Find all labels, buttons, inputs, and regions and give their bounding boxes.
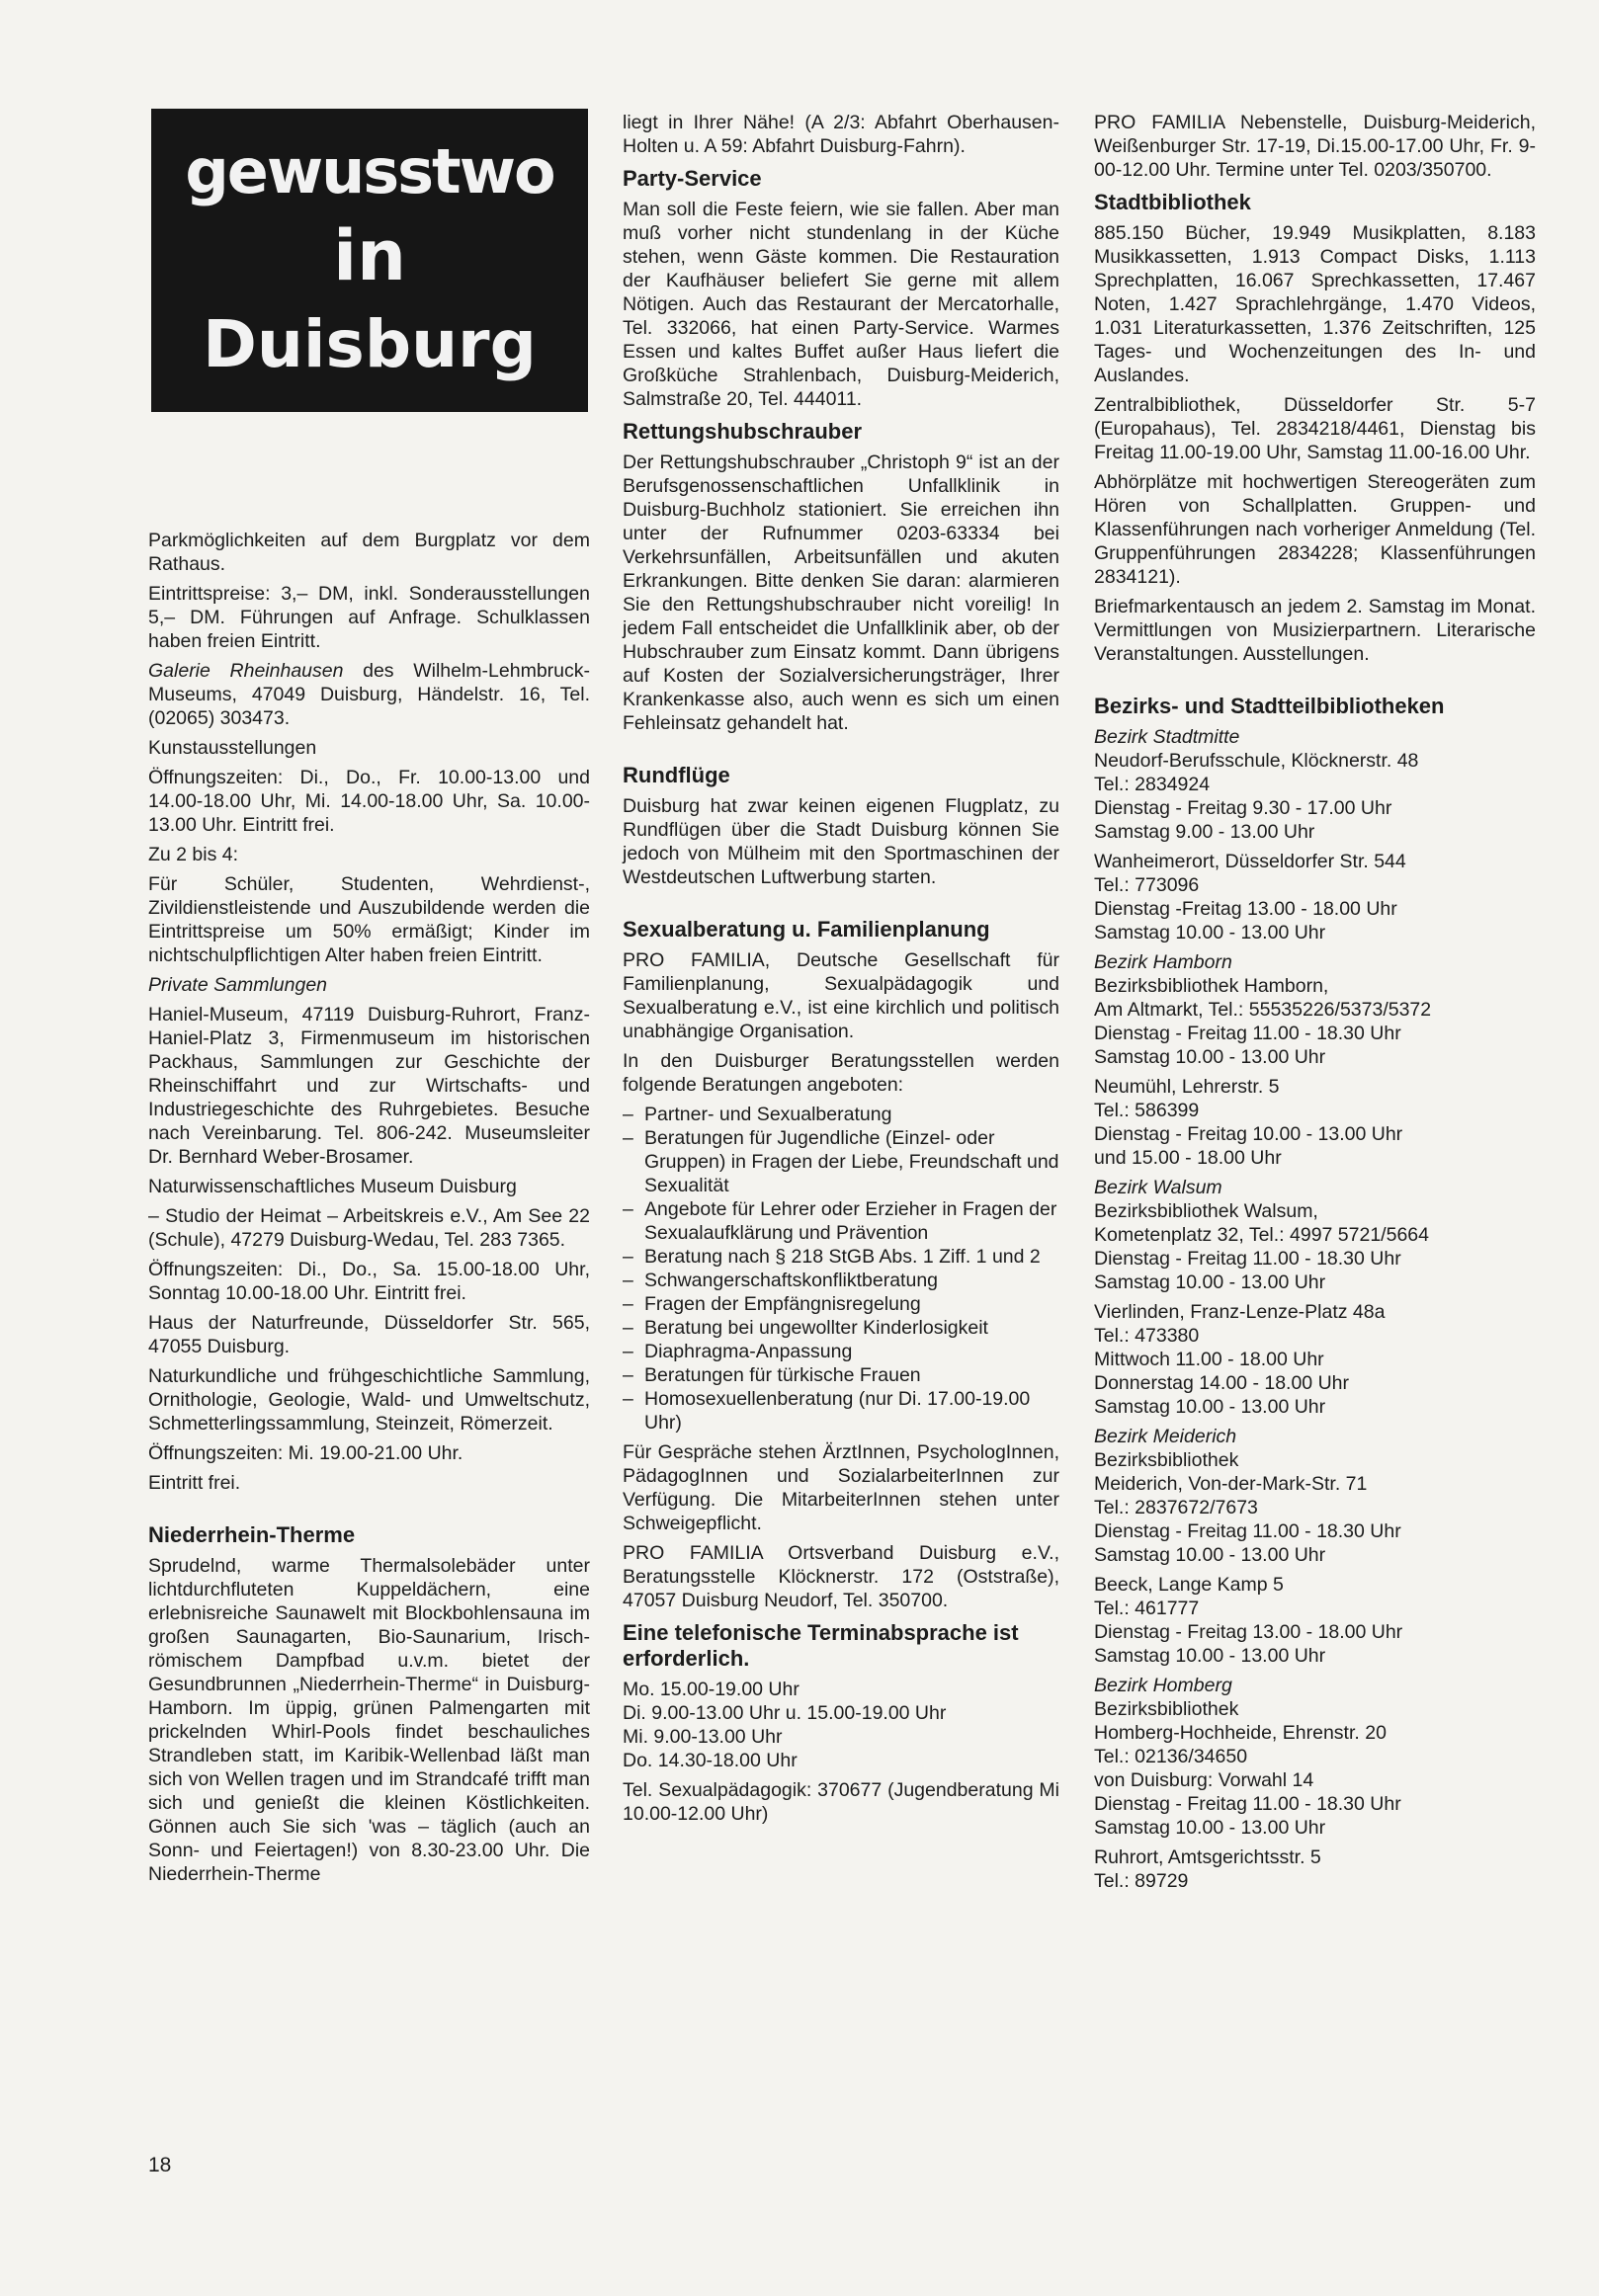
galerie-name: Galerie Rheinhausen (148, 660, 344, 682)
paragraph: 885.150 Bücher, 19.949 Musikplatten, 8.183 Musikkassetten, 1.913 Compact Disks, 1.113 Sprechplatten, 16.067 Sprechkassetten, 17.467 Noten, 1.427 Sprachlehrgänge, 1.470 Videos, 1.031 Literaturkassetten, 1.376 Zeitschriften, 125 Tages- und Wochenzeitungen des In- und Auslandes. (1094, 222, 1536, 386)
galerie-text: des Wilhelm-Lehmbruck-Museums, 47049 Duisburg, Händelstr. 16, Tel. (02065) 303473. (148, 660, 591, 729)
column-1 (148, 529, 590, 1892)
library-line: Tel.: 89729 (1094, 1870, 1189, 1892)
list-item: – Beratung nach § 218 StGB Abs. 1 Ziff. 1 und 2 (623, 1245, 1059, 1269)
hours-line: Mo. 15.00-19.00 Uhr (623, 1679, 800, 1700)
paragraph: Naturwissenschaftliches Museum Duisburg (148, 1176, 517, 1197)
paragraph: In den Duisburger Beratungsstellen werden folgende Beratungen angeboten: (623, 1050, 1059, 1096)
paragraph: Haus der Naturfreunde, Düsseldorfer Str. 565, 47055 Duisburg. (148, 1312, 590, 1357)
library-line: Homberg-Hochheide, Ehrenstr. 20 (1094, 1722, 1387, 1744)
paragraph: Duisburg hat zwar keinen eigenen Flugplatz, zu Rundflügen über die Stadt Duisburg können Sie jedoch von Mülheim mit den Sportmaschinen der Westdeutschen Luftwerbung starten. (623, 795, 1059, 888)
paragraph: Parkmöglichkeiten auf dem Burgplatz vor dem Rathaus. (148, 530, 590, 575)
library-line: Dienstag - Freitag 9.30 - 17.00 Uhr (1094, 797, 1392, 819)
paragraph: Abhörplätze mit hochwertigen Stereogeräten zum Hören von Schallplatten. Gruppen- und Klassenführungen nach vorheriger Anmeldung (Tel. Gruppenführungen 2834228; Klassenführungen 2834121). (1094, 471, 1536, 588)
paragraph: Der Rettungshubschrauber „Christoph 9“ ist an der Berufsgenossenschaftlichen Unfallklinik in Duisburg-Buchholz stationiert. Sie erreichen ihn unter der Rufnummer 0203-63334 bei Verkehrsunfällen, Arbeitsunfällen und akuten Erkrankungen. Bitte denken Sie daran: alarmieren Sie den Rettungshubschrauber nicht voreilig! In jedem Fall entscheidet die Unfallklinik aber, ob der Hubschrauber zum Einsatz kommt. Dann übrigens auf Kosten der Sozialversicherungsträger, Ihrer Krankenkasse also, auch wenn es sich um einen Fehleinsatz gehandelt hat. (623, 451, 1059, 734)
district-title: Bezirk Walsum (1094, 1177, 1222, 1198)
library-line: Mittwoch 11.00 - 18.00 Uhr (1094, 1349, 1324, 1370)
heading-terminabsprache: Eine telefonische Terminabsprache ist erforderlich. (623, 1620, 1019, 1671)
list-item: – Beratungen für Jugendliche (Einzel- oder Gruppen) in Fragen der Liebe, Freundschaft und Sexualität (623, 1126, 1059, 1197)
library-line: Donnerstag 14.00 - 18.00 Uhr (1094, 1372, 1349, 1394)
list-item: – Fragen der Empfängnisregelung (623, 1292, 1059, 1316)
hours-line: Do. 14.30-18.00 Uhr (623, 1750, 798, 1771)
library-line: Meiderich, Von-der-Mark-Str. 71 (1094, 1473, 1368, 1495)
library-line: Wanheimerort, Düsseldorfer Str. 544 (1094, 851, 1406, 872)
library-line: Samstag 10.00 - 13.00 Uhr (1094, 1544, 1326, 1566)
heading-rundfluege: Rundflüge (623, 763, 730, 787)
column-2 (623, 111, 1059, 1832)
paragraph: Für Schüler, Studenten, Wehrdienst-, Zivildienstleistende und Auszubildende werden die Eintrittspreise um 50% ermäßigt; Kinder im nichtschulpflichtigen Alter haben freien Eintritt. (148, 873, 590, 966)
library-line: Bezirksbibliothek (1094, 1449, 1239, 1471)
paragraph: Eintrittspreise: 3,– DM, inkl. Sonderausstellungen 5,– DM. Führungen auf Anfrage. Schulklassen haben freien Eintritt. (148, 583, 590, 652)
paragraph (148, 659, 590, 730)
paragraph: Zentralbibliothek, Düsseldorfer Str. 5-7 (Europahaus), Tel. 2834218/4461, Dienstag bis Freitag 11.00-19.00 Uhr, Samstag 11.00-16.00 Uhr. (1094, 394, 1536, 463)
library-line: Tel.: 473380 (1094, 1325, 1200, 1347)
heading-stadtbibliothek: Stadtbibliothek (1094, 190, 1251, 214)
logo-line-2: in (333, 214, 406, 296)
paragraph: Zu 2 bis 4: (148, 844, 239, 865)
library-line: Am Altmarkt, Tel.: 55535226/5373/5372 (1094, 999, 1432, 1021)
paragraph: Für Gespräche stehen ÄrztInnen, PsychologInnen, PädagogInnen und SozialarbeiterInnen zur Verfügung. Die MitarbeiterInnen stehen unter Schweigepflicht. (623, 1441, 1059, 1534)
library-line: Tel.: 461777 (1094, 1598, 1200, 1619)
library-line: Vierlinden, Franz-Lenze-Platz 48a (1094, 1301, 1386, 1323)
heading-rettungshubschrauber: Rettungshubschrauber (623, 419, 863, 444)
library-blocks (1094, 725, 1536, 1893)
paragraph: Öffnungszeiten: Mi. 19.00-21.00 Uhr. (148, 1442, 463, 1464)
paragraph: PRO FAMILIA Nebenstelle, Duisburg-Meiderich, Weißenburger Str. 17-19, Di.15.00-17.00 Uhr, Fr. 9-00-12.00 Uhr. Termine unter Tel. 0203/350700. (1094, 112, 1536, 181)
library-line: Neudorf-Berufsschule, Klöcknerstr. 48 (1094, 750, 1419, 772)
logo-line-3: Duisburg (203, 305, 537, 382)
library-line: Tel.: 02136/34650 (1094, 1746, 1248, 1767)
heading-party-service: Party-Service (623, 166, 762, 191)
paragraph: Briefmarkentausch an jedem 2. Samstag im Monat. Vermittlungen von Musizierpartnern. Literarische Veranstaltungen. Ausstellungen. (1094, 596, 1536, 665)
library-line: Dienstag - Freitag 13.00 - 18.00 Uhr (1094, 1621, 1403, 1643)
district-title: Bezirk Stadtmitte (1094, 726, 1240, 748)
district-title: Bezirk Homberg (1094, 1675, 1232, 1696)
paragraph: Öffnungszeiten: Di., Do., Sa. 15.00-18.00 Uhr, Sonntag 10.00-18.00 Uhr. Eintritt frei. (148, 1259, 590, 1304)
library-line: Samstag 10.00 - 13.00 Uhr (1094, 1271, 1326, 1293)
paragraph: Haniel-Museum, 47119 Duisburg-Ruhrort, Franz-Haniel-Platz 3, Firmenmuseum im historischen Packhaus, Sammlungen zur Geschichte der Rheinschiffahrt und zur Wirtschafts- und Industriegeschichte des Ruhrgebietes. Besuche nach Vereinbarung. Tel. 806-242. Museumsleiter Dr. Bernhard Weber-Brosamer. (148, 1004, 590, 1168)
hours-line: Di. 9.00-13.00 Uhr u. 15.00-19.00 Uhr (623, 1702, 947, 1724)
library-line: Samstag 10.00 - 13.00 Uhr (1094, 1817, 1326, 1839)
page-number: 18 (148, 2154, 172, 2176)
paragraph: liegt in Ihrer Nähe! (A 2/3: Abfahrt Oberhausen-Holten u. A 59: Abfahrt Duisburg-Fahrn). (623, 112, 1059, 157)
library-line: Beeck, Lange Kamp 5 (1094, 1574, 1284, 1596)
paragraph: – Studio der Heimat – Arbeitskreis e.V., Am See 22 (Schule), 47279 Duisburg-Wedau, Tel. 283 7365. (148, 1205, 590, 1251)
paragraph: Naturkundliche und frühgeschichtliche Sammlung, Ornithologie, Geologie, Wald- und Umweltschutz, Schmetterlingssammlung, Steinzeit, Römerzeit. (148, 1365, 590, 1435)
library-line: Tel.: 2837672/7673 (1094, 1497, 1258, 1518)
library-line: Ruhrort, Amtsgerichtsstr. 5 (1094, 1846, 1321, 1868)
library-line: Tel.: 773096 (1094, 874, 1200, 896)
library-line: Neumühl, Lehrerstr. 5 (1094, 1076, 1280, 1098)
library-line: von Duisburg: Vorwahl 14 (1094, 1769, 1314, 1791)
logo-line-1: gewusstwo (185, 134, 554, 207)
subheading-private: Private Sammlungen (148, 974, 328, 996)
library-line: Tel.: 586399 (1094, 1100, 1200, 1121)
hours-line: Mi. 9.00-13.00 Uhr (623, 1726, 783, 1748)
library-line: Samstag 10.00 - 13.00 Uhr (1094, 922, 1326, 943)
library-line: Samstag 10.00 - 13.00 Uhr (1094, 1396, 1326, 1418)
column-3 (1094, 111, 1536, 1899)
list-item: – Beratungen für türkische Frauen (623, 1363, 1059, 1387)
library-line: Tel.: 2834924 (1094, 774, 1211, 795)
library-line: Dienstag - Freitag 11.00 - 18.30 Uhr (1094, 1793, 1401, 1815)
library-line: Kometenplatz 32, Tel.: 4997 5721/5664 (1094, 1224, 1429, 1246)
heading-bezirksbibliotheken: Bezirks- und Stadtteilbibliotheken (1094, 694, 1445, 718)
header-logo (151, 109, 588, 412)
district-title: Bezirk Meiderich (1094, 1426, 1237, 1447)
paragraph: Öffnungszeiten: Di., Do., Fr. 10.00-13.00 und 14.00-18.00 Uhr, Mi. 14.00-18.00 Uhr, Sa. 10.00-13.00 Uhr. Eintritt frei. (148, 767, 590, 836)
heading-therme: Niederrhein-Therme (148, 1522, 356, 1547)
list-item: – Diaphragma-Anpassung (623, 1340, 1059, 1363)
library-line: Bezirksbibliothek Hamborn, (1094, 975, 1329, 997)
library-line: Samstag 10.00 - 13.00 Uhr (1094, 1645, 1326, 1667)
library-line: Dienstag - Freitag 11.00 - 18.30 Uhr (1094, 1520, 1401, 1542)
paragraph: Kunstausstellungen (148, 737, 317, 759)
list-item: – Beratung bei ungewollter Kinderlosigkeit (623, 1316, 1059, 1340)
beratung-list (623, 1103, 1059, 1435)
library-line: Dienstag - Freitag 11.00 - 18.30 Uhr (1094, 1023, 1401, 1044)
list-item: – Homosexuellenberatung (nur Di. 17.00-19.00 Uhr) (623, 1387, 1059, 1435)
list-item: – Angebote für Lehrer oder Erzieher in Fragen der Sexualaufklärung und Prävention (623, 1197, 1059, 1245)
paragraph: PRO FAMILIA Ortsverband Duisburg e.V., Beratungsstelle Klöcknerstr. 172 (Oststraße), 47057 Duisburg Neudorf, Tel. 350700. (623, 1542, 1059, 1611)
library-line: Dienstag - Freitag 11.00 - 18.30 Uhr (1094, 1248, 1401, 1270)
library-line: Bezirksbibliothek Walsum, (1094, 1200, 1318, 1222)
list-item: – Schwangerschaftskonfliktberatung (623, 1269, 1059, 1292)
list-item: – Partner- und Sexualberatung (623, 1103, 1059, 1126)
paragraph: Man soll die Feste feiern, wie sie fallen. Aber man muß vorher nicht stundenlang in der Küche stehen, wenn Gäste kommen. Die Restauration der Kaufhäuser beliefert Sie gerne mit allem Nötigen. Auch das Restaurant der Mercatorhalle, Tel. 332066, hat einen Party-Service. Warmes Essen und kaltes Buffet außer Haus liefert die Großküche Strahlenbach, Duisburg-Meiderich, Salmstraße 20, Tel. 444011. (623, 199, 1059, 410)
paragraph: PRO FAMILIA, Deutsche Gesellschaft für Familienplanung, Sexualpädagogik und Sexualberatung e.V., ist eine kirchlich und politisch unabhängige Organisation. (623, 949, 1059, 1042)
library-line: Bezirksbibliothek (1094, 1698, 1239, 1720)
library-line: und 15.00 - 18.00 Uhr (1094, 1147, 1282, 1169)
paragraph: Eintritt frei. (148, 1472, 241, 1494)
paragraph: Sprudelnd, warme Thermalsolebäder unter lichtdurchfluteten Kuppeldächern, eine erlebnisreiche Saunawelt mit Blockbohlensauna im großen Saunagarten, Bio-Saunarium, Irisch-römischem Dampfbad u.v.m. bietet der Gesundbrunnen „Niederrhein-Therme“ in Duisburg-Hamborn. Im üppig, grünen Palmengarten mit prickelnden Whirl-Pools findet beschauliches Strandleben statt, im Karibik-Wellenbad läßt man sich von Wellen tragen und im Strandcafé trifft man sich und genießt die kleinen Köstlichkeiten. Gönnen auch Sie sich 'was – täglich (auch an Sonn- und Feiertagen!) von 8.30-23.00 Uhr. Die Niederrhein-Therme (148, 1555, 590, 1885)
paragraph: Tel. Sexualpädagogik: 370677 (Jugendberatung Mi 10.00-12.00 Uhr) (623, 1779, 1059, 1825)
library-line: Samstag 10.00 - 13.00 Uhr (1094, 1046, 1326, 1068)
library-line: Dienstag - Freitag 10.00 - 13.00 Uhr (1094, 1123, 1403, 1145)
library-line: Dienstag -Freitag 13.00 - 18.00 Uhr (1094, 898, 1397, 920)
heading-sexualberatung: Sexualberatung u. Familienplanung (623, 917, 990, 942)
district-title: Bezirk Hamborn (1094, 951, 1232, 973)
library-line: Samstag 9.00 - 13.00 Uhr (1094, 821, 1315, 843)
